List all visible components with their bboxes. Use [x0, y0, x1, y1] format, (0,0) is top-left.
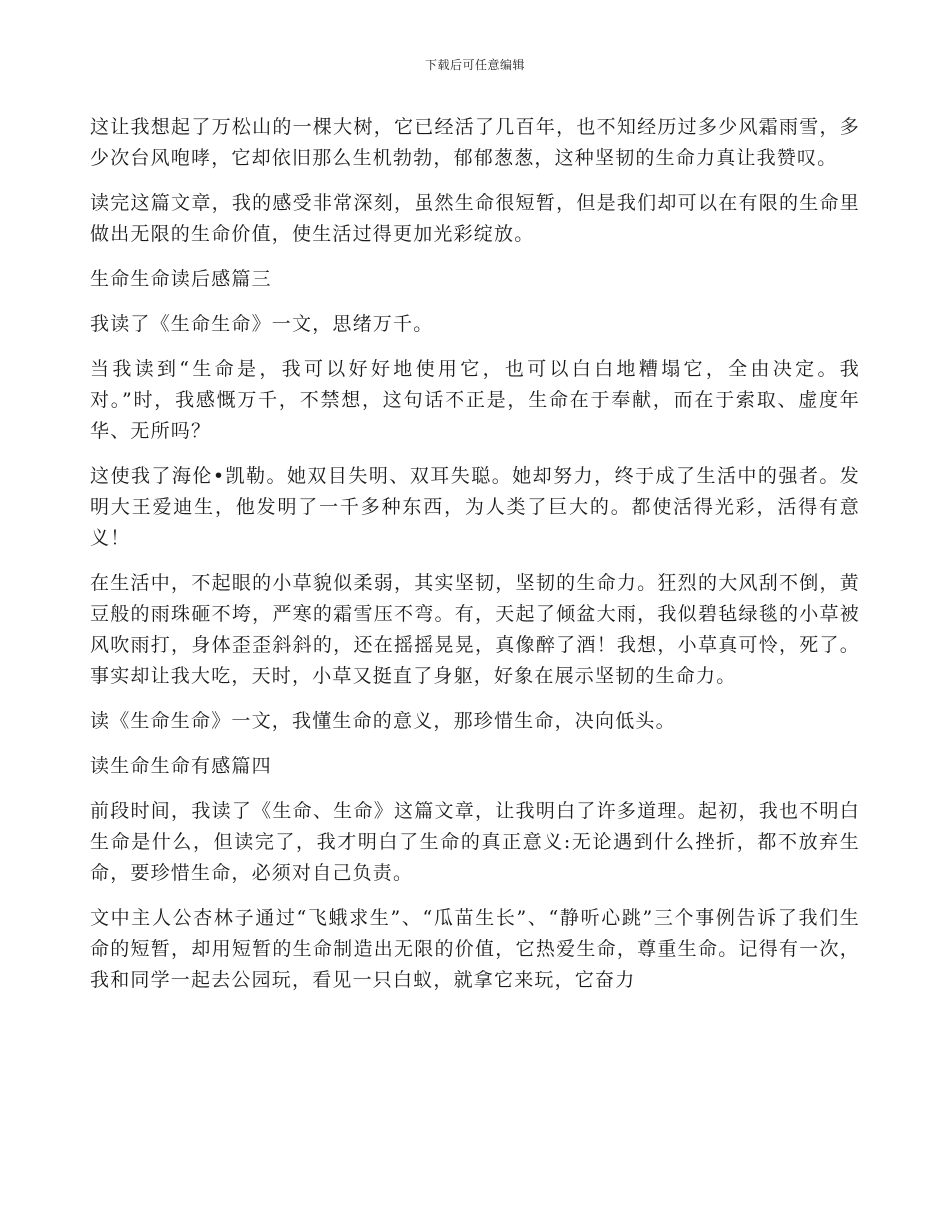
document-body [90, 112, 860, 1010]
page-header: 下载后可任意编辑 [424, 58, 525, 72]
paragraph: 读完这篇文章，我的感受非常深刻，虽然生命很短暂，但是我们却可以在有限的生命里做出无限的生命价值，使生活过得更加光彩绽放。 [90, 192, 860, 245]
paragraph: 我读了《生命生命》一文，思绪万千。 [90, 313, 434, 335]
paragraph: 前段时间，我读了《生命、生命》这篇文章，让我明白了许多道理。起初，我也不明白生命是什么，但读完了，我才明白了生命的真正意义:无论遇到什么挫折，都不放弃生命，要珍惜生命，必须对自己负责。 [90, 800, 860, 884]
paragraph: 这让我想起了万松山的一棵大树，它已经活了几百年，也不知经历过多少风霜雨雪，多少次台风咆哮，它却依旧那么生机勃勃，郁郁葱葱，这种坚韧的生命力真让我赞叹。 [90, 116, 860, 169]
section-heading: 读生命生命有感篇四 [90, 755, 272, 777]
section-heading: 生命生命读后感篇三 [90, 268, 272, 290]
paragraph: 这使我了海伦•凯勒。她双目失明、双耳失聪。她却努力，终于成了生活中的强者。发明大王爱迪生，他发明了一千多种东西，为人类了巨大的。都使活得光彩，活得有意义！ [90, 465, 860, 549]
paragraph: 当我读到“生命是，我可以好好地使用它，也可以白白地糟塌它，全由决定。我对。”时，我感慨万千，不禁想，这句话不正是，生命在于奉献，而在于索取、虚度年华、无所吗？ [90, 358, 860, 442]
paragraph: 在生活中，不起眼的小草貌似柔弱，其实坚韧，坚韧的生命力。狂烈的大风刮不倒，黄豆般的雨珠砸不垮，严寒的霜雪压不弯。有，天起了倾盆大雨，我似碧毡绿毯的小草被风吹雨打，身体歪歪斜斜的，还在摇摇晃晃，真像醉了酒！我想，小草真可怜，死了。事实却让我大吃，天时，小草又挺直了身躯，好象在展示坚韧的生命力。 [90, 572, 860, 687]
paragraph: 文中主人公杏林子通过“飞蛾求生”、“瓜苗生长”、“静听心跳”三个事例告诉了我们生命的短暂，却用短暂的生命制造出无限的价值，它热爱生命，尊重生命。记得有一次，我和同学一起去公园玩，看见一只白蚁，就拿它来玩，它奋力 [90, 907, 860, 991]
paragraph: 读《生命生命》一文，我懂生命的意义，那珍惜生命，决向低头。 [90, 710, 676, 732]
